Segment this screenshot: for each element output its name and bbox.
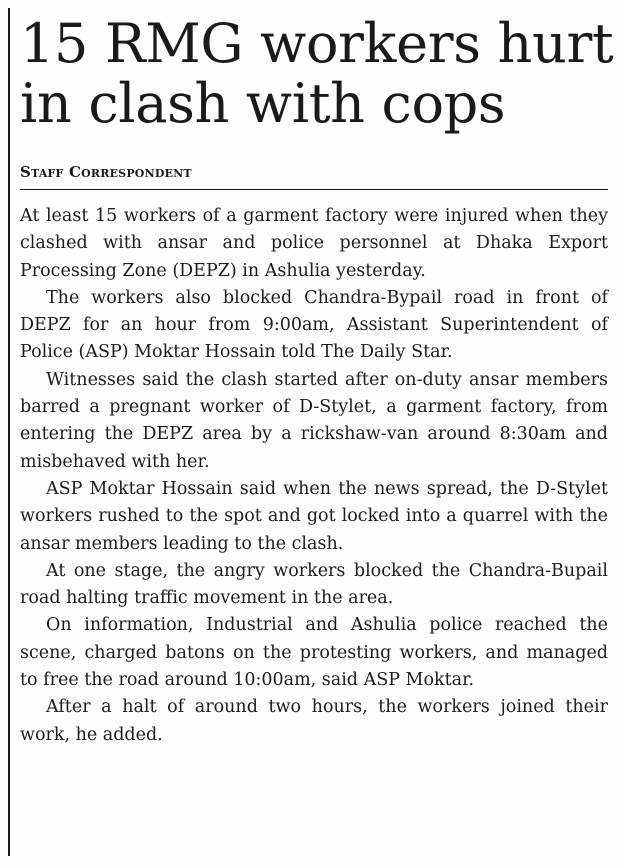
paragraph: At least 15 workers of a garment factory were injured when they clashed with ansar and police personnel at Dhaka Export Processing Zone (DEPZ) in Ashulia yesterday. bbox=[20, 206, 608, 281]
article-body bbox=[20, 203, 608, 749]
paragraph: At one stage, the angry workers blocked the Chandra-Bupail road halting traffic movement in the area. bbox=[20, 560, 608, 609]
paragraph: On information, Industrial and Ashulia police reached the scene, charged batons on the protesting workers, and managed to free the road around 10:00am, said ASP Moktar. bbox=[20, 615, 608, 691]
headline: 15 RMG workers hurt in clash with cops bbox=[20, 12, 614, 135]
paragraph: ASP Moktar Hossain said when the news spread, the D-Stylet workers rushed to the spot and got locked into a quarrel with the ansar members leading to the clash. bbox=[20, 478, 608, 554]
byline-divider bbox=[20, 189, 608, 190]
column-rule bbox=[8, 8, 10, 856]
paragraph: Witnesses said the clash started after on-duty ansar members barred a pregnant worker of D-Stylet, a garment factory, from entering the DEPZ area by a rickshaw-van around 8:30am and misbehaved with her. bbox=[20, 369, 608, 472]
byline: Staff Correspondent bbox=[20, 163, 192, 181]
paragraph: After a halt of around two hours, the workers joined their work, he added. bbox=[20, 697, 608, 745]
paragraph: The workers also blocked Chandra-Bypail road in front of DEPZ for an hour from 9:00am, Assistant Superintendent of Police (ASP) Moktar Hossain told The Daily Star. bbox=[20, 287, 608, 363]
